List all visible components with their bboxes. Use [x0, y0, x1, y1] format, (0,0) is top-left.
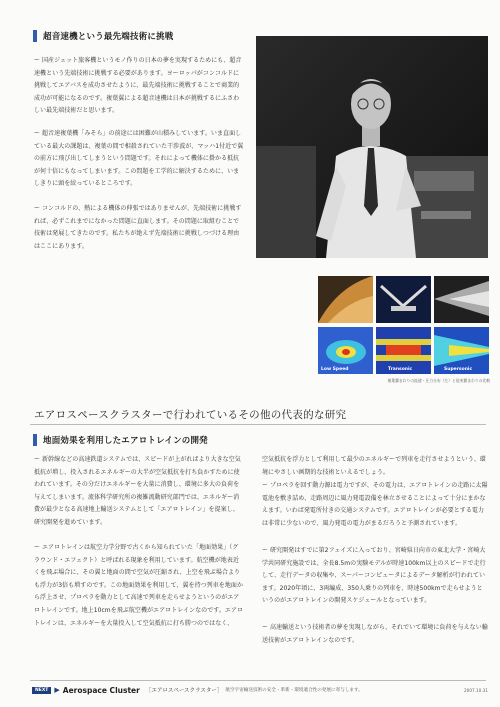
- section2-heading: [33, 434, 208, 446]
- section2-divider: [30, 424, 486, 425]
- thumb-supersonic: [434, 327, 489, 374]
- thumb-label-supersonic: Supersonic: [444, 367, 473, 372]
- cluster-name: Aerospace Cluster: [62, 685, 140, 695]
- footer-date: 2007.10.31: [464, 687, 488, 693]
- next-label: NEXT: [32, 687, 51, 694]
- thumb-label-transonic: Transonic: [388, 367, 413, 372]
- footer-divider: [30, 680, 486, 681]
- arrow-right-icon: ▶: [54, 686, 60, 694]
- section2-col2-paragraph-3: ー 研究開発はすでに第2フェイズに入っており、宮崎県日向市の東北大学・宮崎大学共同研究施設では、全長8.5mの実験モデルが時速100km以上のスピードで走行して、走行データの収集や、スーパーコンピュータによるデータ解析が行われています。2020年頃に、3両編成、350人乗りの列車を、時速500kmで走らせようというのがエアロトレインの開発スケジュールとなっています。: [262, 547, 486, 605]
- section2-col1-paragraph-2: ー エアロトレインは航空力学分野で古くから知られていた「地面効果」（グラウンド・エフェクト）と呼ばれる現象を利用しています。航空機が地表近くを飛ぶ場合に、その翼と地面の間で空気が圧縮され、上空を飛ぶ場合よりも浮力が3倍も増すのです。この地面効果を利用して、翼を持つ列車を地面から浮上させ、プロペラを動力として高速で列車を走らせようというのがエアロトレインです。地上10cmを飛ぶ航空機がエアロトレインなのです。エアロトレインは、エネルギーを大量投入して空気抵抗に打ち勝つのではなく、: [34, 544, 244, 627]
- section2-title: エアロスペースクラスターで行われているその他の代表的な研究: [34, 409, 347, 421]
- thumb-top-1: [318, 276, 373, 323]
- section1-heading: [33, 30, 174, 42]
- thumbnail-caption: 複葉翼まわりの流速・圧力分布（左）と従来翼まわりの比較: [387, 378, 490, 383]
- section1-paragraph-1: ー 国産ジェット旅客機というモノ作りの日本の夢を実現するためにも、超音速機という先端技術に挑戦する必要があります。ヨーロッパがコンコルドに挑戦してエアバスを成功させたように、最先端技術に挑戦することで商業的成功が可能になるのです。複葉翼による超音速機は日本が挑戦するにふさわしい最先端技術だと思います。: [34, 57, 242, 115]
- section2-col2-paragraph-4: ー 高速輸送という技術者の夢を実現しながら、それでいて環境に負荷を与えない輸送技術がエアロトレインなのです。: [262, 624, 488, 644]
- thumb-label-low-speed: Low Speed: [321, 367, 349, 372]
- thumb-transonic: [376, 327, 431, 374]
- section2-heading-text: 地面効果を利用したエアロトレインの開発: [43, 436, 208, 446]
- cluster-bracket-name: ［エアロスペースクラスター］: [145, 688, 223, 694]
- cfd-thumbnail-grid: [318, 276, 490, 376]
- footer: [32, 683, 488, 697]
- thumb-low-speed: [318, 327, 373, 374]
- section1-paragraph-2: ー 超音速複葉機「みそら」の前途には困難が山積みしています。いま直面している最大の課題は、複葉の間で相殺されていた干渉波が、マッハ1付近で翼の前方に飛び出してしまうという問題です。それによって機体に掛かる抵抗が何十倍にもなってしまいます。この問題を工学的に解決するために、いましきりに頭を絞っているところです。: [34, 130, 244, 188]
- cluster-description: 航空宇宙輸送技術の安全・革新・環境適合性の発展に寄与します。: [225, 688, 363, 693]
- researcher-portrait-photo: [256, 36, 488, 258]
- thumb-top-3: [434, 276, 489, 323]
- thumb-top-2: [376, 276, 431, 323]
- section2-col2-paragraph-2: ー プロペラを回す動力源は電力ですが、その電力は、エアロトレインの走路に太陽電池を敷き詰め、走路周辺に風力発電設備を林立させることによって十分にまかなえます。いわば発電所付きの交通システムです。エアロトレインが必要とする電力は非常に少ないので、風力発電の電力がまるだろうと予測されています。: [262, 482, 488, 527]
- section1-paragraph-3: ー コンコルドの、熱による機体の伸張ではありませんが、先端技術に挑戦すれば、必ずこれまでになかった問題に直面します。その問題に取組むことで技術は発展してきたのです。私たちが絶えず先端技術に挑戦しつづける理由はここにあります。: [34, 205, 242, 250]
- section2-col1-paragraph-1: ー 新幹線などの高速鉄道システムでは、スピードが上がればより大きな空気抵抗が増し、投入されるエネルギーの大半が空気抵抗を打ち負かすために使われています。その分だけエネルギーを大量に消費し、環境に多大の負荷を与えてしまいます。流体科学研究所の複雑流動研究部門では、エネルギー消費が最少となる高速地上輸送システムとして「エアロトレイン」を提案し、研究開発を進めています。: [34, 456, 241, 526]
- heading-accent-bar: [33, 30, 37, 42]
- section1-heading-text: 超音速機という最先端技術に挑戦: [43, 32, 174, 42]
- section2-col2-paragraph-1: 空気抵抗を浮力として利用して最少のエネルギーで列車を走行させようという、環境にやさしい画期的な技術といえるでしょう。: [262, 456, 486, 476]
- heading-accent-bar: [33, 434, 37, 446]
